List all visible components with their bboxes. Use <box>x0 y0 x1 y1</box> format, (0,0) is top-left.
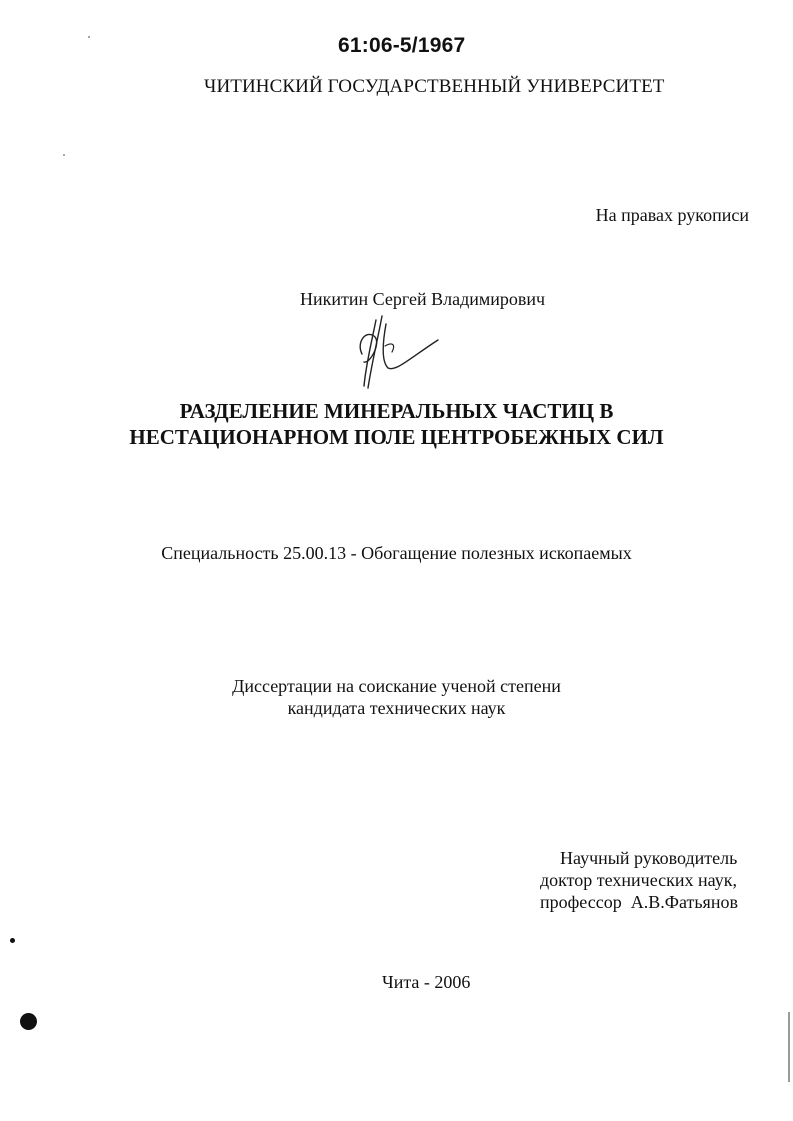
supervisor-line-1: Научный руководитель <box>560 848 738 868</box>
dissertation-title <box>0 398 793 450</box>
manuscript-rights-notice: На правах рукописи <box>595 205 749 225</box>
title-line-1: РАЗДЕЛЕНИЕ МИНЕРАЛЬНЫХ ЧАСТИЦ В <box>179 399 614 423</box>
supervisor-line-2: доктор технических наук, <box>540 870 737 890</box>
author-signature <box>352 312 442 392</box>
supervisor-line-3: профессор А.В.Фатьянов <box>540 892 738 912</box>
degree-line-1: Диссертации на соискание ученой степени <box>232 676 561 696</box>
scan-edge-line <box>788 1012 790 1082</box>
author-name: Никитин Сергей Владимирович <box>300 289 546 309</box>
scan-dust <box>63 154 65 156</box>
title-line-2: НЕСТАЦИОНАРНОМ ПОЛЕ ЦЕНТРОБЕЖНЫХ СИЛ <box>129 425 664 449</box>
archive-code: 61:06-5/1967 <box>338 34 466 57</box>
university-name: ЧИТИНСКИЙ ГОСУДАРСТВЕННЫЙ УНИВЕРСИТЕТ <box>204 76 665 97</box>
scan-dust <box>88 36 90 38</box>
scientific-supervisor <box>540 847 738 913</box>
city-year: Чита - 2006 <box>382 972 471 992</box>
degree-line-2: кандидата технических наук <box>287 698 506 718</box>
scan-dot-large <box>20 1013 37 1030</box>
degree-statement <box>0 675 793 719</box>
specialty-line: Специальность 25.00.13 - Обогащение полезных ископаемых <box>161 543 632 563</box>
scan-dot-small <box>10 938 15 943</box>
